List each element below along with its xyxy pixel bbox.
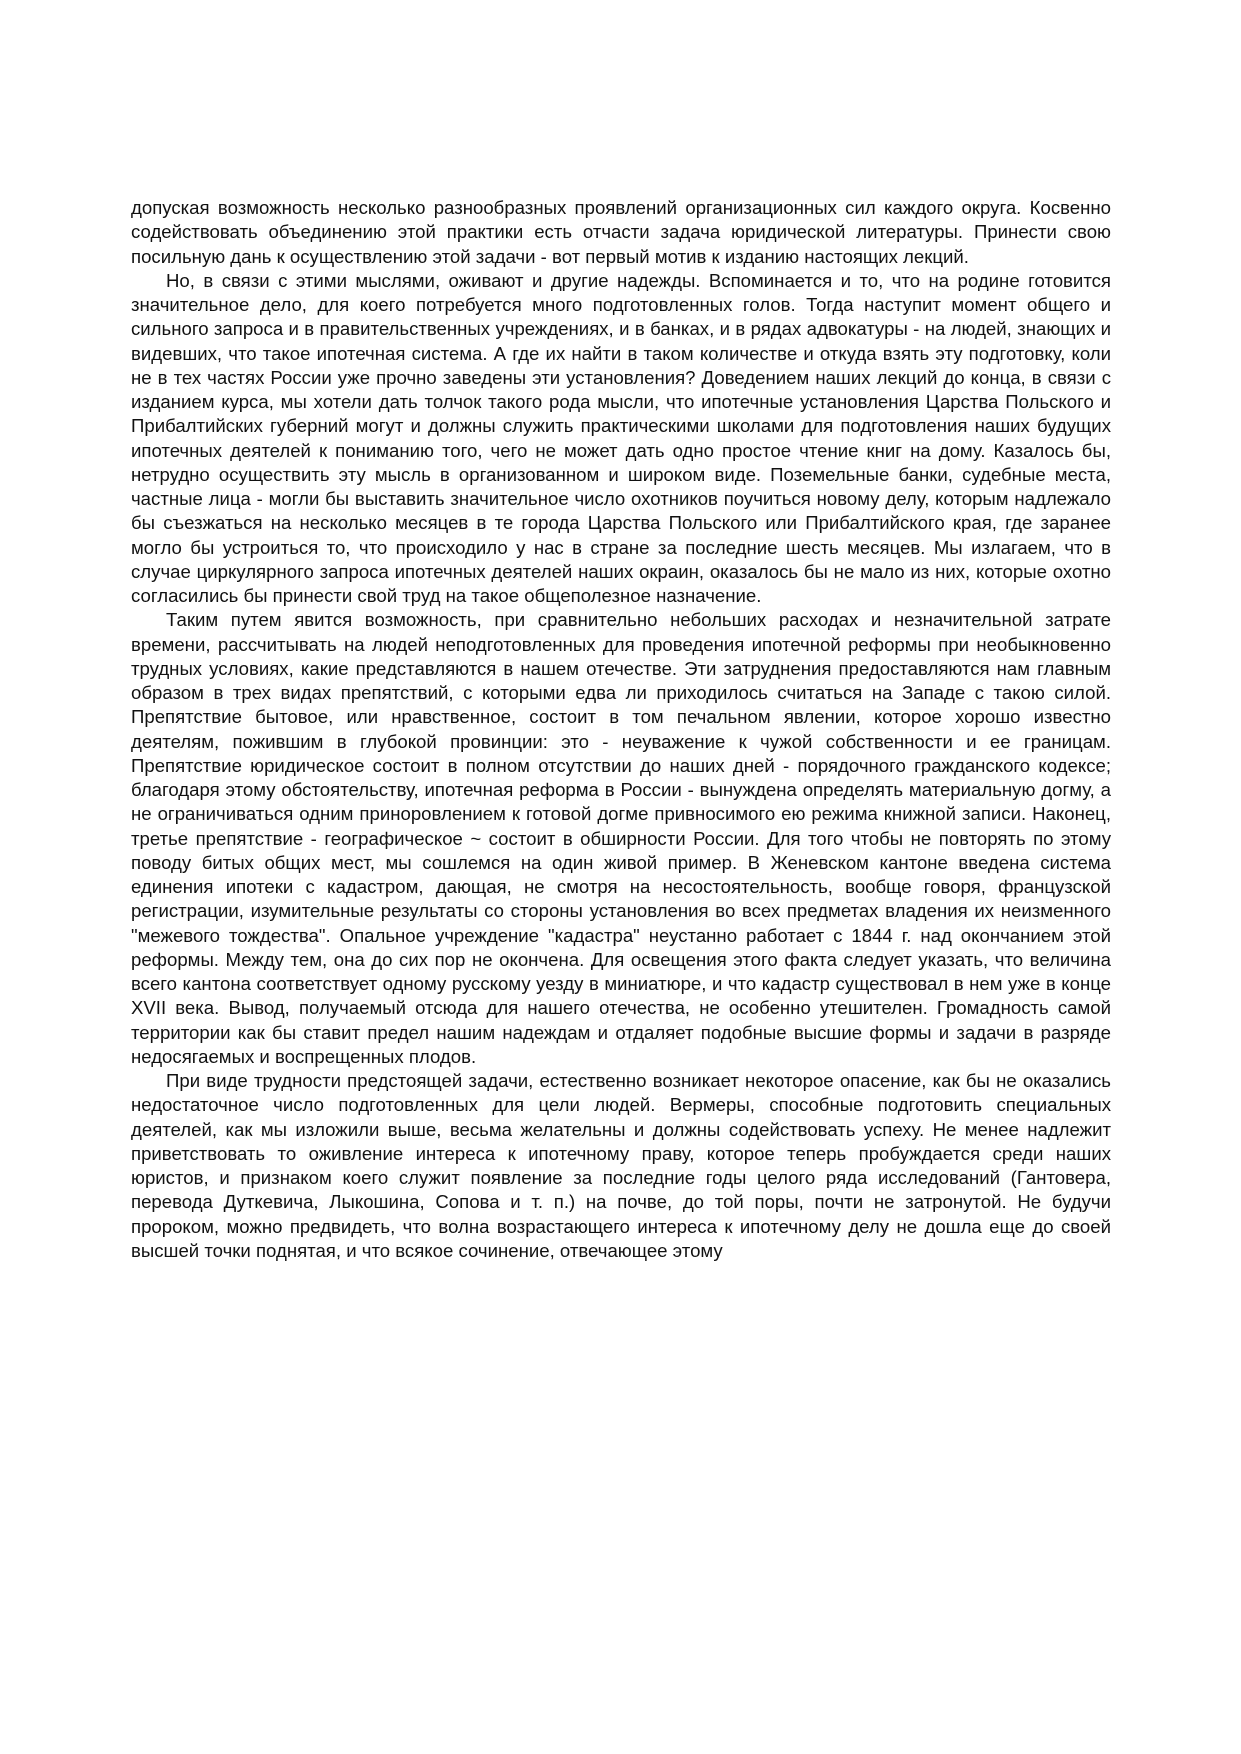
body-text	[131, 196, 1111, 1263]
paragraph-1-continuation: допуская возможность несколько разнообразных проявлений организационных сил каждого округа. Косвенно содействовать объединению этой практики есть отчасти задача юридической литературы. Принести свою посильную дань к осуществлению этой задачи - вот первый мотив к изданию настоящих лекций.	[131, 197, 1111, 267]
paragraph-3: Таким путем явится возможность, при сравнительно небольших расходах и незначительной затрате времени, рассчитывать на людей неподготовленных для проведения ипотечной реформы при необыкновенно трудных условиях, какие представляются в нашем отечестве. Эти затруднения предоставляются нам главным образом в трех видах препятствий, с которыми едва ли приходилось считаться на Западе с такою силой. Препятствие бытовое, или нравственное, состоит в том печальном явлении, которое хорошо известно деятелям, пожившим в глубокой провинции: это - неуважение к чужой собственности и ее границам. Препятствие юридическое состоит в полном отсутствии до наших дней - порядочного гражданского кодексе; благодаря этому обстоятельству, ипотечная реформа в России - вынуждена определять материальную догму, а не ограничиваться одним приноровлением к готовой догме привносимого ею режима книжной записи. Наконец, третье препятствие - географическое ~ состоит в обширности России. Для того чтобы не повторять по этому поводу битых общих мест, мы сошлемся на один живой пример. В Женевском кантоне введена система единения ипотеки с кадастром, дающая, не смотря на несостоятельность, вообще говоря, французской регистрации, изумительные результаты со стороны установления во всех предметах владения их неизменного "межевого тождества". Опальное учреждение "кадастра" неустанно работает с 1844 г. над окончанием этой реформы. Между тем, она до сих пор не окончена. Для освещения этого факта следует указать, что величина всего кантона соответствует одному русскому уезду в миниатюре, и что кадастр существовал в нем уже в конце XVII века. Вывод, получаемый отсюда для нашего отечества, не особенно утешителен. Громадность самой территории как бы ставит предел нашим надеждам и отдаляет подобные высшие формы и задачи в разряде недосягаемых и воспрещенных плодов.	[131, 609, 1111, 1067]
paragraph-2: Но, в связи с этими мыслями, оживают и другие надежды. Вспоминается и то, что на родине готовится значительное дело, для коего потребуется много подготовленных голов. Тогда наступит момент общего и сильного запроса и в правительственных учреждениях, и в банках, и в рядах адвокатуры - на людей, знающих и видевших, что такое ипотечная система. А где их найти в таком количестве и откуда взять эту подготовку, коли не в тех частях России уже прочно заведены эти установления? Доведением наших лекций до конца, в связи с изданием курса, мы хотели дать толчок такого рода мысли, что ипотечные установления Царства Польского и Прибалтийских губерний могут и должны служить практическими школами для подготовления наших будущих ипотечных деятелей к пониманию того, чего не может дать одно простое чтение книг на дому. Казалось бы, нетрудно осуществить эту мысль в организованном и широком виде. Поземельные банки, судебные места, частные лица - могли бы выставить значительное число охотников поучиться новому делу, которым надлежало бы съезжаться на несколько месяцев в те города Царства Польского или Прибалтийского края, где заранее могло бы устроиться то, что происходило у нас в стране за последние шесть месяцев. Мы излагаем, что в случае циркулярного запроса ипотечных деятелей наших окраин, оказалось бы не мало из них, которые охотно согласились бы принести свой труд на такое общеполезное назначение.	[131, 269, 1111, 606]
paragraph-4: При виде трудности предстоящей задачи, естественно возникает некоторое опасение, как бы не оказались недостаточное число подготовленных для цели людей. Вермеры, способные подготовить специальных деятелей, как мы изложили выше, весьма желательны и должны содействовать успеху. Не менее надлежит приветствовать то оживление интереса к ипотечному праву, которое теперь пробуждается среди наших юристов, и признаком коего служит появление за последние годы целого ряда исследований (Гантовера, перевода Дуткевича, Лыкошина, Сопова и т. п.) на почве, до той поры, почти не затронутой. Не будучи пророком, можно предвидеть, что волна возрастающего интереса к ипотечному делу не дошла еще до своей высшей точки поднятая, и что всякое сочинение, отвечающее этому	[131, 1070, 1111, 1261]
